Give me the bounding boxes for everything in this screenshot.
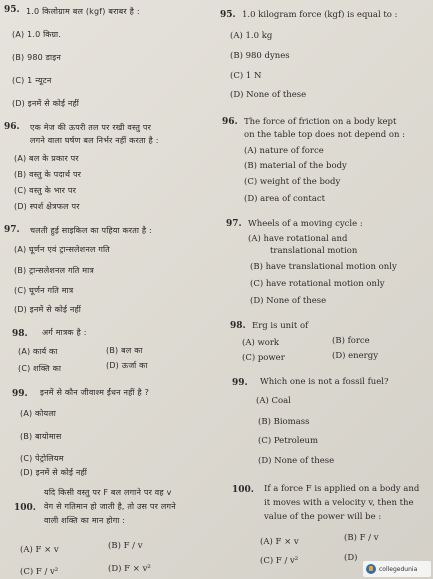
option-a: (A) 1.0 kg [230,31,273,41]
question-text-line: वाली शक्ति का मान होगा : [44,516,126,525]
option-c: (C) 1 N [230,71,262,81]
option-b: (B) Biomass [258,417,310,427]
option-c: (C) have rotational motion only [250,279,385,289]
option-a: (A) कार्य का [18,347,58,356]
option-c: (C) Petroleum [258,436,319,446]
option-d: (D) None of these [230,90,307,100]
question-text: Which one is not a fossil fuel? [260,377,389,387]
question-text-line: value of the power will be : [264,512,382,522]
question-text: Wheels of a moving cycle : [248,219,363,229]
question-number: 96. [4,122,20,132]
option-b: (B) 980 डाइन [12,53,62,62]
question-text-line: The force of friction on a body kept [244,117,397,127]
option-a: (A) F × v [260,537,299,547]
option-d: (D) None of these [250,296,327,306]
option-b: (B) बायोमास [20,432,62,441]
question-text-line: on the table top does not depend on : [244,130,406,140]
question-text-line: एक मेज की ऊपरी तल पर रखी वस्तु पर [30,123,152,132]
option-d: (D) इनमें से कोई नहीं [12,99,80,108]
question-text-line: it moves with a velocity v, then the [264,498,414,508]
question-number: 97. [226,219,242,229]
option-c: (C) शक्ति का [18,364,62,373]
option-b: (B) have translational motion only [250,262,397,272]
question-number: 98. [12,329,28,339]
option-a: (A) work [242,338,280,348]
question-number: 100. [14,503,36,513]
question-number: 98. [230,321,246,331]
option-a: (A) nature of force [244,146,324,156]
option-b: (B) material of the body [244,161,347,171]
option-c: (C) power [242,353,285,363]
option-d: (D) [344,553,358,563]
question-number: 99. [12,389,28,399]
option-a-continued: translational motion [270,246,358,256]
option-a: (A) F × v [20,545,59,555]
question-number: 96. [222,117,238,127]
option-b: (B) 980 dynes [230,51,290,61]
option-d: (D) स्पर्श क्षेत्रफल पर [14,202,80,211]
question-text-line: If a force F is applied on a body and [264,484,420,494]
option-d: (D) इनमें से कोई नहीं [20,468,88,477]
option-d: (D) F × v² [108,564,151,574]
option-b: (B) F / v [344,533,379,543]
option-d: (D) area of contact [244,194,326,204]
option-c: (C) पेट्रोलियम [20,454,64,463]
question-text: चलती हुई साइकिल का पहिया करता है : [30,226,152,235]
option-b: (B) ट्रान्सलेशनल गति मात्र [14,266,94,275]
option-c: (C) F / v² [20,567,59,577]
question-number: 95. [4,5,20,15]
option-d: (D) energy [332,351,378,361]
option-b: (B) F / v [108,541,143,551]
question-text-line: यदि किसी वस्तु पर F बल लगाने पर वह v [44,488,172,497]
question-number: 97. [4,225,20,235]
question-text: अर्ग मात्रक है : [42,328,87,337]
watermark-logo [363,561,431,577]
question-number: 100. [232,485,254,495]
option-d: (D) ऊर्जा का [106,361,148,370]
option-d: (D) इनमें से कोई नहीं [14,305,82,314]
question-text-line: वेग से गतिमान हो जाती है, तो उस पर लगने [44,502,176,511]
question-text: Erg is unit of [252,321,309,331]
option-c: (C) F / v² [260,556,299,566]
question-number: 95. [220,10,236,20]
question-text: इनमें से कौन जीवाश्म ईंधन नहीं है ? [40,388,150,397]
option-a: (A) कोयला [20,409,57,418]
option-b: (B) force [332,336,370,346]
option-a: (A) बल के प्रकार पर [14,154,79,163]
option-a: (A) have rotational and [248,234,348,244]
option-d: (D) None of these [258,456,335,466]
question-number: 99. [232,378,248,388]
option-a: (A) Coal [256,396,291,406]
option-c: (C) वस्तु के भार पर [14,186,77,195]
option-a: (A) 1.0 किग्रा. [12,30,62,39]
option-b: (B) वस्तु के पदार्थ पर [14,170,82,179]
option-c: (C) weight of the body [244,177,341,187]
option-c: (C) 1 न्यूटन [12,76,52,85]
question-text-line: लगने वाला घर्षण बल निर्भर नहीं करता है : [30,136,159,145]
option-b: (B) बल का [106,346,143,355]
watermark-label: collegedunia [379,565,418,573]
option-a: (A) घूर्णन एवं ट्रान्सलेशनल गति [14,245,110,254]
graduation-cap-icon [366,564,376,574]
option-c: (C) घूर्णन गति मात्र [14,286,74,295]
question-text: 1.0 किलोग्राम बल (kgf) बराबर है : [26,7,140,16]
question-text: 1.0 kilogram force (kgf) is equal to : [242,10,398,20]
